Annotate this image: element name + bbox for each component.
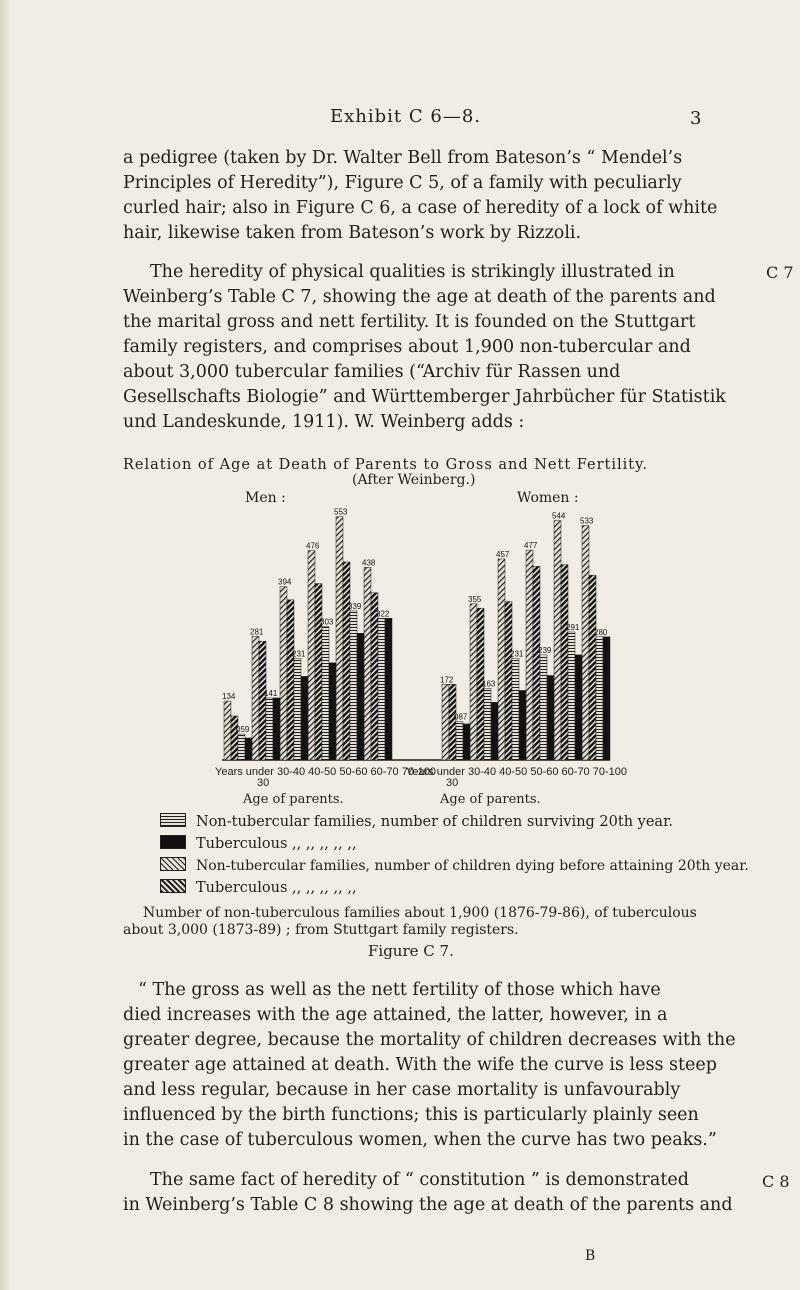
men-bar-2-4 (350, 611, 357, 760)
running-header: Exhibit C 6—8. (330, 106, 481, 127)
men-bar-3-2 (301, 676, 308, 760)
men-bar-1-1 (259, 641, 266, 760)
figure-title: Relation of Age at Death of Parents to Gross and Nett Fertility. (123, 457, 648, 473)
men-bar-2-5 (378, 618, 385, 760)
women-bar-3-1 (491, 702, 498, 760)
women-data-label-2-5: 280 (594, 627, 608, 637)
women-axis-sub: 30 (446, 777, 459, 789)
women-bar-1-0 (449, 684, 456, 760)
men-xlabel: Age of parents. (243, 792, 344, 807)
men-data-label-0-5: 438 (362, 558, 376, 568)
men-data-label-2-1: 141 (264, 688, 278, 698)
women-bar-3-2 (519, 690, 526, 760)
men-bar-2-1 (266, 698, 273, 760)
legend-row-4 (160, 879, 357, 896)
p4-line-2: in Weinberg’s Table C 8 showing the age at death of the parents and (123, 1195, 733, 1215)
men-data-label-0-2: 394 (278, 577, 292, 587)
p2-line-2: Weinberg’s Table C 7, showing the age at death of the parents and (123, 287, 716, 307)
women-bar-3-3 (547, 676, 554, 760)
women-data-label-2-3: 239 (538, 645, 552, 655)
legend-text-1: Non-tubercular families, number of children surviving 20th year. (196, 814, 674, 830)
women-data-label-0-1: 355 (468, 594, 482, 604)
page-number: 3 (690, 108, 702, 129)
women-label: Women : (517, 490, 579, 506)
women-data-label-0-2: 457 (496, 549, 510, 559)
men-bar-0-0 (224, 701, 231, 760)
women-bar-2-4 (568, 632, 575, 760)
men-data-label-0-3: 476 (306, 541, 320, 551)
women-bar-0-5 (582, 525, 589, 760)
women-data-label-0-3: 477 (524, 541, 538, 551)
women-bar-2-3 (540, 655, 547, 760)
women-bar-1-2 (505, 602, 512, 760)
p3-line-6: influenced by the birth functions; this is particularly plainly seen (123, 1105, 699, 1125)
men-data-label-0-4: 553 (334, 507, 348, 517)
men-bar-0-4 (336, 517, 343, 760)
women-xlabel: Age of parents. (440, 792, 541, 807)
men-bar-2-0 (238, 734, 245, 760)
p2-line-6: Gesellschafts Biologie” and Württemberger Jahrbücher für Statistik (123, 387, 726, 407)
women-axis-ticks: Years under 30-40 40-50 50-60 60-70 70-100 (406, 766, 627, 778)
figure-note-2: about 3,000 (1873-89) ; from Stuttgart family registers. (123, 922, 519, 938)
p3-line-4: greater age attained at death. With the wife the curve is less steep (123, 1055, 717, 1075)
margin-note-c8: C 8 (762, 1172, 790, 1191)
women-data-label-2-1: 163 (482, 679, 496, 689)
p3-line-7: in the case of tuberculous women, when the curve has two peaks.” (123, 1130, 717, 1150)
men-bar-3-3 (329, 663, 336, 760)
women-data-label-0-0: 172 (440, 675, 454, 685)
women-data-label-2-2: 231 (510, 649, 524, 659)
men-bar-3-5 (385, 618, 392, 760)
p1-line-3: curled hair; also in Figure C 6, a case of heredity of a lock of white (123, 198, 718, 218)
p2-line-7: und Landeskunde, 1911). W. Weinberg adds : (123, 412, 525, 432)
men-data-label-0-1: 281 (250, 627, 264, 637)
men-bar-1-0 (231, 716, 238, 760)
legend-swatch-solid (160, 835, 186, 849)
men-bar-2-3 (322, 627, 329, 760)
p3-line-5: and less regular, because in her case mortality is unfavourably (123, 1080, 681, 1100)
p3-line-2: died increases with the age attained, the latter, however, in a (123, 1005, 668, 1025)
p2-line-4: family registers, and comprises about 1,900 non-tubercular and (123, 337, 691, 357)
women-bar-0-1 (470, 604, 477, 760)
women-data-label-2-0: 087 (454, 712, 468, 722)
women-bar-2-5 (596, 637, 603, 760)
men-bar-0-5 (364, 567, 371, 760)
men-axis-ticks: Years under 30-40 40-50 50-60 60-70 70-100 (215, 766, 436, 778)
men-bar-1-4 (343, 562, 350, 760)
p3-line-1: “ The gross as well as the nett fertility of those which have (138, 980, 661, 1000)
women-data-label-2-4: 291 (566, 622, 580, 632)
women-data-label-0-4: 544 (552, 511, 566, 521)
men-bar-1-2 (287, 600, 294, 760)
legend-row-1 (160, 813, 673, 830)
figure-label: Figure C 7. (368, 942, 454, 960)
women-bar-0-0 (442, 684, 449, 760)
men-label: Men : (245, 490, 286, 506)
legend-swatch-hatched (160, 813, 186, 827)
p2-line-3: the marital gross and nett fertility. It is founded on the Stuttgart (123, 312, 696, 332)
men-bar-3-4 (357, 633, 364, 760)
women-bar-2-0 (456, 722, 463, 760)
women-data-label-0-5: 533 (580, 516, 594, 526)
women-bar-1-4 (561, 565, 568, 760)
men-bar-0-2 (280, 587, 287, 760)
men-data-label-2-2: 231 (292, 649, 306, 659)
margin-note-c7: C 7 (766, 263, 794, 282)
men-data-label-2-0: 059 (236, 725, 250, 735)
p1-line-2: Principles of Heredity”), Figure C 5, of a family with peculiarly (123, 173, 682, 193)
women-bar-0-4 (554, 521, 561, 760)
men-data-label-2-4: 339 (348, 601, 362, 611)
signature-mark: B (585, 1248, 596, 1264)
legend-text-3: Non-tubercular families, number of children dying before attaining 20th year. (196, 858, 749, 874)
men-data-label-2-5: 322 (376, 609, 390, 619)
women-bar-0-3 (526, 550, 533, 760)
p3-line-3: greater degree, because the mortality of children decreases with the (123, 1030, 736, 1050)
men-bar-1-3 (315, 584, 322, 760)
legend-swatch-light-diagonal (160, 857, 186, 871)
men-bar-2-2 (294, 658, 301, 760)
men-bar-0-1 (252, 636, 259, 760)
women-bar-3-4 (575, 655, 582, 760)
legend-text-4: Tuberculous ,, ,, ,, ,, ,, (196, 880, 357, 896)
p1-line-4: hair, likewise taken from Bateson’s work by Rizzoli. (123, 223, 582, 243)
p2-line-5: about 3,000 tubercular families (“Archiv für Rassen und (123, 362, 621, 382)
women-bar-2-2 (512, 658, 519, 760)
men-axis-sub: 30 (257, 777, 270, 789)
figure-subtitle: (After Weinberg.) (352, 472, 476, 488)
women-bar-0-2 (498, 559, 505, 760)
figure-note-1: Number of non-tuberculous families about 1,900 (1876-79-86), of tuberculous (143, 905, 697, 921)
men-data-label-0-0: 134 (222, 692, 236, 702)
p2-line-1: The heredity of physical qualities is strikingly illustrated in (150, 262, 675, 282)
women-bar-1-5 (589, 575, 596, 760)
legend-row-2 (160, 835, 357, 852)
women-bar-3-0 (463, 724, 470, 760)
men-bar-3-1 (273, 698, 280, 760)
women-bar-2-1 (484, 688, 491, 760)
men-data-label-2-3: 303 (320, 617, 334, 627)
legend-swatch-dark-diagonal (160, 879, 186, 893)
men-bar-3-0 (245, 738, 252, 760)
p1-line-1: a pedigree (taken by Dr. Walter Bell from Bateson’s “ Mendel’s (123, 148, 683, 168)
legend-text-2: Tuberculous ,, ,, ,, ,, ,, (196, 836, 357, 852)
p4-line-1: The same fact of heredity of “ constitution ” is demonstrated (150, 1170, 689, 1190)
women-bar-1-3 (533, 566, 540, 760)
women-bar-3-5 (603, 637, 610, 760)
legend-row-3 (160, 857, 749, 874)
men-bar-0-3 (308, 551, 315, 760)
